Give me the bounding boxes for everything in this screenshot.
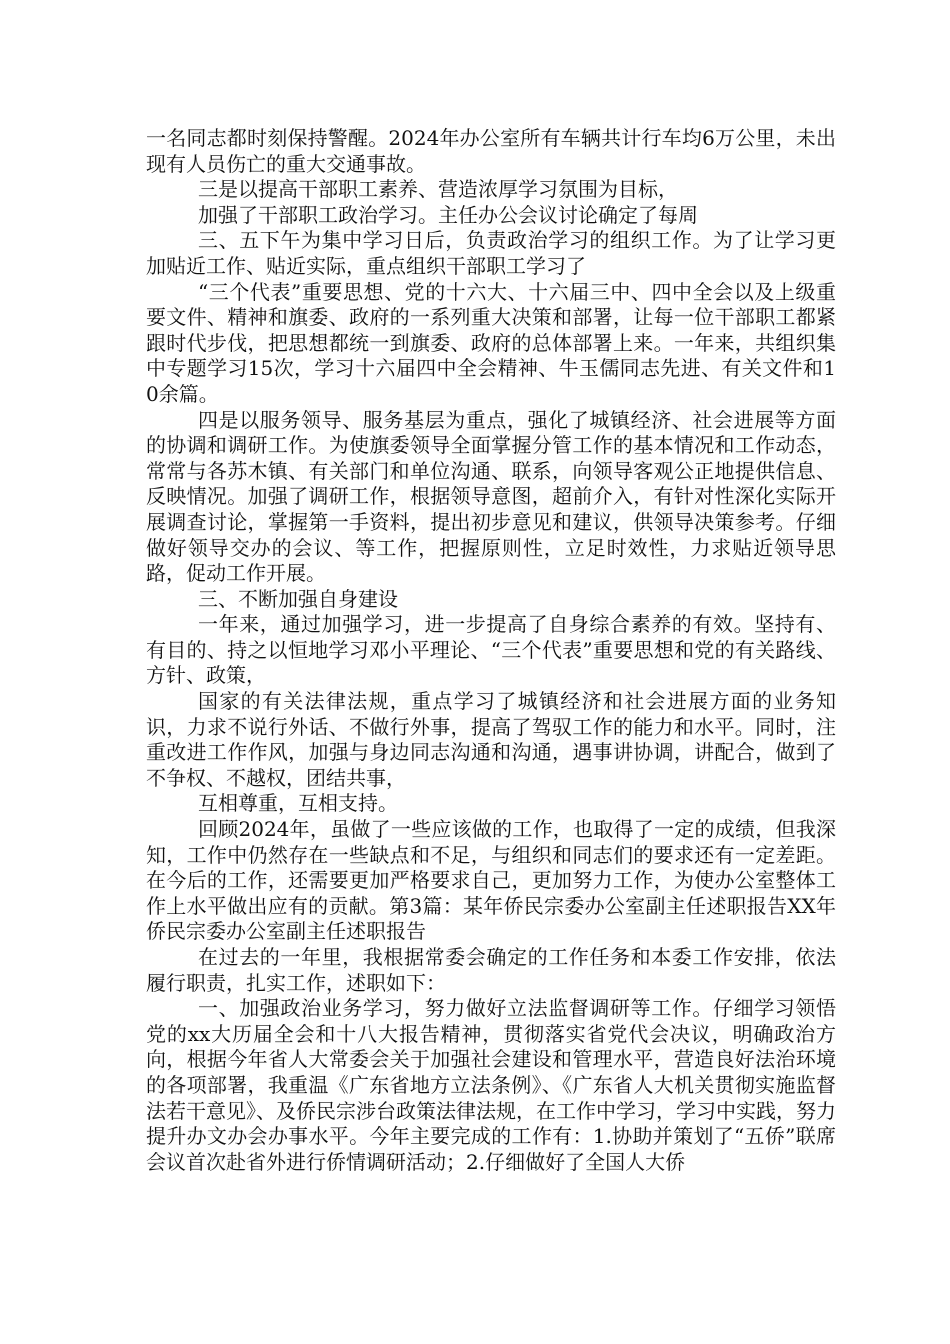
body-paragraph-10: 互相尊重，互相支持。: [198, 791, 398, 816]
body-paragraph-9: 国家的有关法律法规，重点学习了城镇经济和社会进展方面的业务知识，力求不说行外话、不做行外事，提高了驾驭工作的能力和水平。同时，注重改进工作作风，加强与身边同志沟通和沟通，遇事讲协调，讲配合，做到了不争权、不越权，团结共事，: [146, 689, 836, 790]
document-page: [146, 126, 836, 1175]
section-heading-self-building: 三、不断加强自身建设: [198, 586, 398, 611]
body-paragraph-6: 四是以服务领导、服务基层为重点，强化了城镇经济、社会进展等方面的协调和调研工作。为使旗委领导全面掌握分管工作的基本情况和工作动态，常常与各苏木镇、有关部门和单位沟通、联系，向领导客观公正地提供信息、反映情况。加强了调研工作，根据领导意图，超前介入，有针对性深化实际开展调查讨论，掌握第一手资料，提出初步意见和建议，供领导决策参考。仔细做好领导交办的会议、等工作，把握原则性，立足时效性，力求贴近领导思路，促动工作开展。: [146, 407, 836, 586]
body-paragraph-8: 一年来，通过加强学习，进一步提高了自身综合素养的有效。坚持有、有目的、持之以恒地学习邓小平理论、“三个代表”重要思想和党的有关路线、方针、政策，: [146, 612, 836, 688]
body-paragraph-3: 加强了干部职工政治学习。主任办公会议讨论确定了每周: [198, 202, 698, 227]
body-paragraph-2: 三是以提高干部职工素养、营造浓厚学习氛围为目标，: [198, 177, 678, 202]
body-paragraph-12: 在过去的一年里，我根据常委会确定的工作任务和本委工作安排，依法履行职责，扎实工作，述职如下：: [146, 945, 836, 995]
body-paragraph-1: 一名同志都时刻保持警醒。2024年办公室所有车辆共计行车均6万公里，未出现有人员伤亡的重大交通事故。: [146, 126, 836, 176]
body-paragraph-4: 三、五下午为集中学习日后，负责政治学习的组织工作。为了让学习更加贴近工作、贴近实际，重点组织干部职工学习了: [146, 228, 836, 278]
body-paragraph-5: “三个代表”重要思想、党的十六大、十六届三中、四中全会以及上级重要文件、精神和旗委、政府的一系列重大决策和部署，让每一位干部职工都紧跟时代步伐，把思想都统一到旗委、政府的总体部署上来。一年来，共组织集中专题学习15次，学习十六届四中全会精神、牛玉儒同志先进、有关文件和10余篇。: [146, 279, 836, 406]
body-paragraph-11: 回顾2024年，虽做了一些应该做的工作，也取得了一定的成绩，但我深知，工作中仍然存在一些缺点和不足，与组织和同志们的要求还有一定差距。在今后的工作，还需要更加严格要求自己，更加努力工作，为使办公室整体工作上水平做出应有的贡献。第3篇：某年侨民宗委办公室副主任述职报告XX年侨民宗委办公室副主任述职报告: [146, 817, 836, 944]
body-paragraph-13: 一、加强政治业务学习，努力做好立法监督调研等工作。仔细学习领悟党的xx大历届全会和十八大报告精神，贯彻落实省党代会决议，明确政治方向，根据今年省人大常委会关于加强社会建设和管理水平，营造良好法治环境的各项部署，我重温《广东省地方立法条例》、《广东省人大机关贯彻实施监督法若干意见》、及侨民宗涉台政策法律法规，在工作中学习，学习中实践，努力提升办文办会办事水平。今年主要完成的工作有：1.协助并策划了“五侨”联席会议首次赴省外进行侨情调研活动；2.仔细做好了全国人大侨: [146, 996, 836, 1174]
